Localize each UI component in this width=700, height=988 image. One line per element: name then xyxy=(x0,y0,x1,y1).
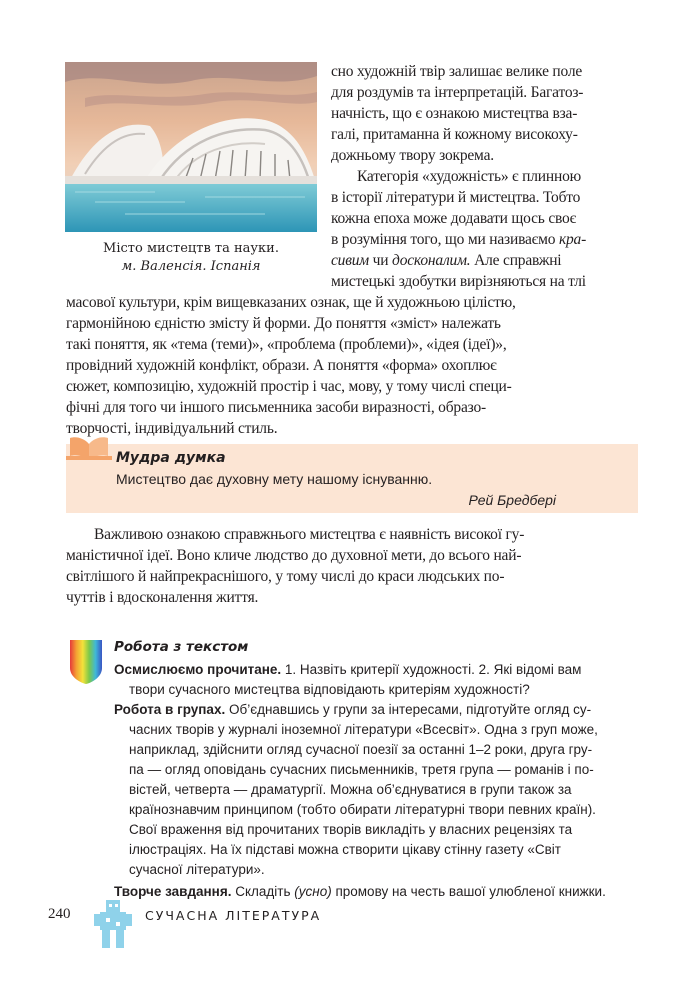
open-book-icon xyxy=(66,436,112,466)
text-line: масової культури, крім вищевказаних ознак, ще й художньою цілістю, xyxy=(66,294,516,311)
text-line: гармонійною єдністю змісту й форми. До поняття «зміст» належать xyxy=(66,315,501,332)
text-line: чуттів і вдосконалення життя. xyxy=(66,589,259,606)
text-line: в розуміння того, що ми називаємо кра- xyxy=(331,231,587,248)
task-2: Робота в групах. Об’єднавшись у групи за інтересами, підготуйте огляд су- xyxy=(114,702,592,717)
text-line: творчості, індивідуальний стиль. xyxy=(66,420,278,437)
text-line: Свої враження від прочитаних творів викладіть у власних рецензіях та xyxy=(129,822,573,837)
text-line: маністичної ідеї. Воно кличе людство до духовної мети, до всього най- xyxy=(66,547,522,564)
text-line: твори сучасного мистецтва відповідають критеріям художності? xyxy=(129,682,530,697)
valencia-photo xyxy=(65,62,317,232)
text-line: сюжет, композицію, художній простір і час, мову, у тому числі специ- xyxy=(66,378,512,395)
text-line: па — огляд оповідань сучасних письменників, третя група — романів і по- xyxy=(129,762,594,777)
text-line: мистецькі здобутки вирізняються на тлі xyxy=(331,273,586,290)
text-line: вістей, четверта — драматургії. Можна об’єднуватися в групи також за xyxy=(129,782,572,797)
text-line: світлішого й найпрекраснішого, у тому числі до краси людських по- xyxy=(66,568,505,585)
text-line: начність, що є ознакою мистецтва вза- xyxy=(331,105,578,122)
text-line: в історії літератури й мистецтва. Тобто xyxy=(331,189,581,206)
task-1: Осмислюємо прочитане. 1. Назвіть критерії художності. 2. Які відомі вам xyxy=(114,662,582,677)
text-line: фічні для того чи іншого письменника засоби виразності, образо- xyxy=(66,399,486,416)
work-title: Робота з текстом xyxy=(114,639,249,655)
page-number: 240 xyxy=(48,906,71,922)
task-3: Творче завдання. Складіть (усно) промову на честь вашої улюбленої книжки. xyxy=(114,884,606,899)
text-line: ілюстраціях. На їх підставі можна створити цікаву стінну газету «Світ xyxy=(129,842,561,857)
pixel-figure-icon xyxy=(92,900,134,952)
section-title: СУЧАСНА ЛІТЕРАТУРА xyxy=(145,908,322,923)
wisdom-quote: Мистецтво дає духовну мету нашому існуванню. xyxy=(116,471,433,487)
text-line: дожньому твору зокрема. xyxy=(331,147,494,164)
text-line: наприклад, здійснити огляд сучасної поезії за останні 1–2 роки, друга гру- xyxy=(129,742,593,757)
wisdom-title: Мудра думка xyxy=(116,450,226,466)
text-line: Важливою ознакою справжнього мистецтва є наявність високої гу- xyxy=(94,526,525,543)
text-line: для роздумів та інтерпретацій. Багатоз- xyxy=(331,84,584,101)
text-line: галі, притаманна й кожному високоху- xyxy=(331,126,578,143)
wisdom-author: Рей Бредбері xyxy=(468,492,556,508)
rainbow-shield-icon xyxy=(66,636,106,686)
text-line: сно художній твір залишає велике поле xyxy=(331,63,583,80)
photo-caption: Місто мистецтв та науки. м. Валенсія. Іспанія xyxy=(103,241,279,274)
text-line: сивим чи досконалим. Але справжні xyxy=(331,252,562,269)
text-line: Категорія «художність» є плинною xyxy=(357,168,582,185)
wisdom-box xyxy=(66,444,638,513)
text-line: провідний художній конфлікт, образи. А поняття «форма» охоплює xyxy=(66,357,497,374)
text-line: кожна епоха може додавати щось своє xyxy=(331,210,577,227)
text-line: країнознавчим принципом (тобто обирати літературні твори певних країн). xyxy=(129,802,596,817)
text-line: часних творів у журналі іноземної літератури «Всесвіт». Одна з груп може, xyxy=(129,722,598,737)
text-line: сучасної літератури». xyxy=(129,862,265,877)
text-line: такі поняття, як «тема (теми)», «проблема (проблеми)», «ідея (ідеї)», xyxy=(66,336,507,353)
